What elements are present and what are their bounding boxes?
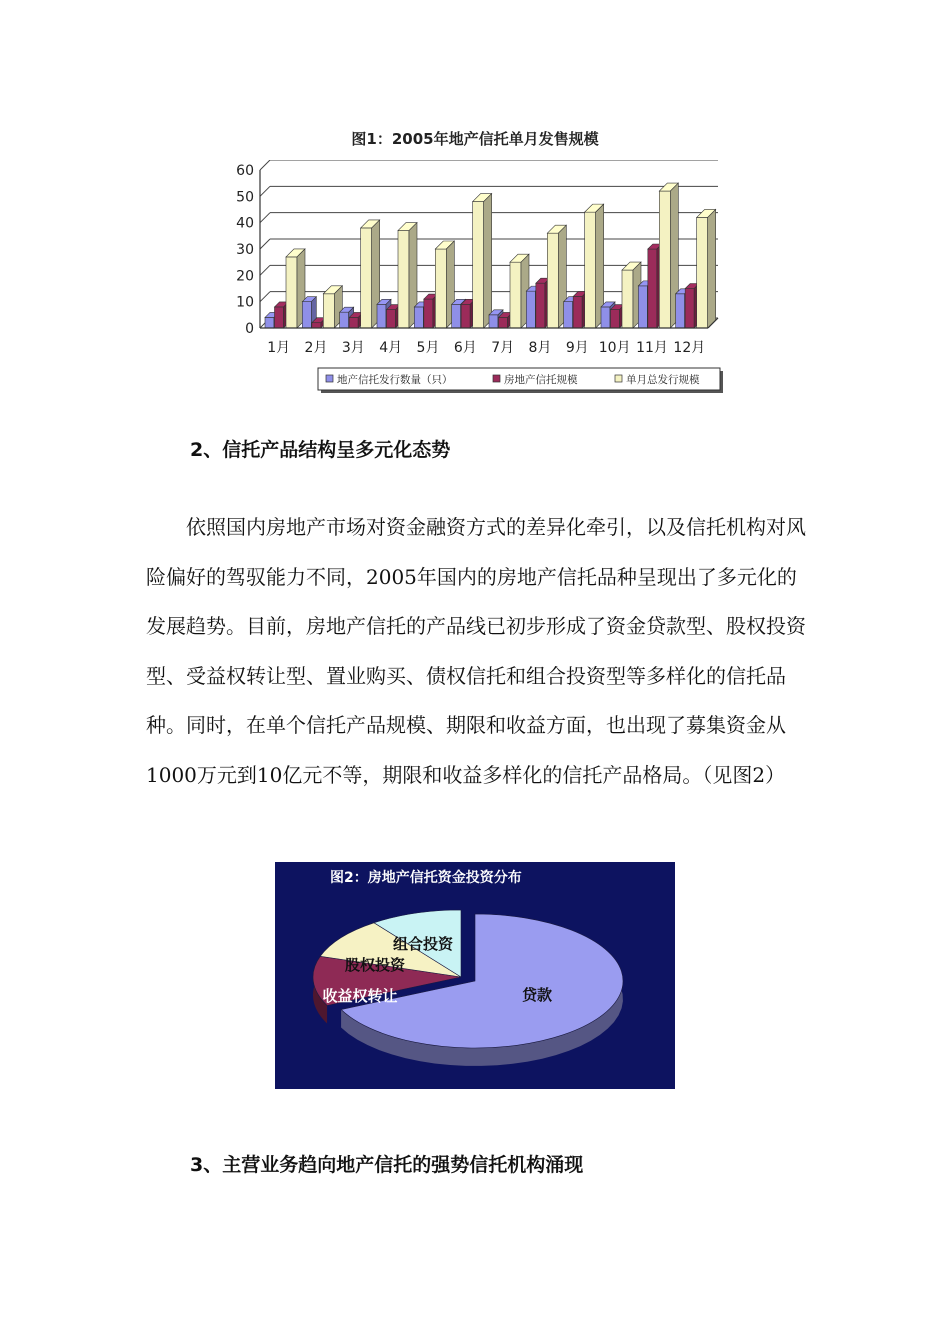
figure2-pie-panel bbox=[275, 862, 675, 1089]
y-tick-label: 50 bbox=[236, 189, 254, 206]
legend-swatch bbox=[615, 375, 622, 382]
x-tick-label: 9月 bbox=[565, 340, 589, 356]
x-tick-label: 10月 bbox=[598, 340, 631, 356]
y-tick-label: 40 bbox=[236, 215, 254, 232]
figure2-title: 图2：房地产信托资金投资分布 bbox=[330, 870, 522, 886]
paragraph-text: 依照国内房地产市场对资金融资方式的差异化牵引，以及信托机构对风险偏好的驾驭能力不同，2005年国内的房地产信托品种呈现出了多元化的发展趋势。目前，房地产信托的产品线已初步形成了资金贷款型、股权投资型、受益权转让型、置业购买、债权信托和组合投资型等多样化的信托品种。同时，在单个信托产品规模、期限和收益方面，也出现了募集资金从1000万元到10亿元不等，期限和收益多样化的信托产品格局。（见图2） bbox=[146, 515, 806, 787]
pie-slice-label: 股权投资 bbox=[344, 956, 406, 974]
x-tick-label: 8月 bbox=[528, 340, 552, 356]
pie-slice-label: 贷款 bbox=[521, 986, 553, 1004]
x-tick-label: 2月 bbox=[304, 340, 328, 356]
chart-bars bbox=[265, 183, 716, 328]
x-tick-label: 7月 bbox=[491, 340, 515, 356]
x-tick-label: 6月 bbox=[453, 340, 477, 356]
legend-label: 地产信托发行数量（只） bbox=[337, 374, 453, 386]
legend-swatch bbox=[493, 375, 500, 382]
y-tick-label: 0 bbox=[245, 321, 254, 337]
y-tick-label: 60 bbox=[236, 163, 254, 179]
figure2-pie-chart bbox=[275, 862, 675, 1089]
x-tick-label: 3月 bbox=[341, 340, 365, 356]
x-tick-label: 11月 bbox=[636, 340, 668, 356]
bar bbox=[473, 194, 492, 328]
pie-slice-label: 收益权转让 bbox=[322, 987, 398, 1005]
x-tick-label: 5月 bbox=[416, 340, 440, 356]
x-tick-label: 12月 bbox=[673, 340, 706, 356]
x-tick-label: 1月 bbox=[267, 340, 291, 356]
figure1-title: 图1：2005年地产信托单月发售规模 bbox=[351, 130, 599, 148]
figure1-bar-chart bbox=[228, 160, 758, 400]
pie-slice-label: 组合投资 bbox=[392, 935, 454, 953]
bar bbox=[697, 209, 716, 328]
section2-paragraph bbox=[146, 503, 808, 800]
y-tick-label: 10 bbox=[236, 294, 254, 311]
legend-label: 房地产信托规模 bbox=[504, 374, 578, 386]
section2-heading: 2、信托产品结构呈多元化态势 bbox=[190, 439, 451, 461]
legend-label: 单月总发行规模 bbox=[626, 374, 700, 386]
x-tick-label: 4月 bbox=[379, 340, 403, 356]
y-tick-label: 20 bbox=[236, 268, 254, 285]
y-tick-label: 30 bbox=[236, 242, 254, 258]
legend-swatch bbox=[326, 375, 333, 382]
section3-heading: 3、主营业务趋向地产信托的强势信托机构涌现 bbox=[190, 1154, 584, 1176]
chart-legend bbox=[318, 368, 723, 393]
